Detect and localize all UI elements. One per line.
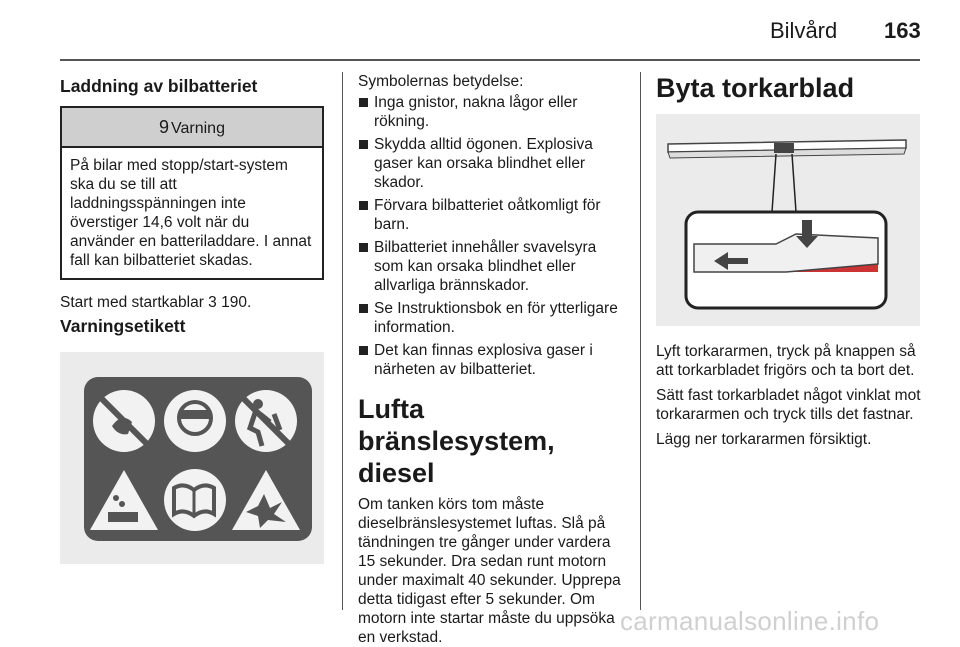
section-heading-wiper: Byta torkarblad: [656, 73, 855, 103]
list-item: Förvara bilbatteriet oåtkomligt för barn.: [358, 196, 626, 234]
warning-label-illustration: [60, 352, 324, 564]
wiper-step-3: Lägg ner torkararmen försiktigt.: [656, 431, 872, 448]
battery-warning-label-image: [60, 352, 324, 564]
column-left: [60, 72, 324, 564]
section-heading-warning-label: Varningsetikett: [60, 316, 186, 336]
list-item: Bilbatteriet innehåller svavelsyra som kan orsaka blindhet eller allvarliga brännskador.: [358, 238, 626, 295]
running-header-title: Bilvård: [770, 18, 838, 43]
jump-start-text: Start med startkablar: [60, 294, 204, 311]
section-heading-battery-charging: Laddning av bilbatteriet: [60, 76, 258, 96]
reference-arrow-icon: 3: [208, 294, 217, 311]
warning-triangle-icon: 9: [159, 117, 170, 137]
header-rule: [60, 59, 920, 61]
watermark: carmanualsonline.info: [620, 606, 880, 636]
warning-label: Varning: [171, 120, 225, 137]
jump-start-reference: [60, 293, 324, 312]
warning-header: [62, 108, 322, 148]
column-middle: [358, 72, 626, 647]
list-item: Skydda alltid ögonen. Explosiva gaser kan orsaka blindhet eller skador.: [358, 135, 626, 192]
column-rule-1: [342, 72, 343, 610]
section-heading-bleed-fuel: Lufta bränslesystem, diesel: [358, 394, 555, 488]
wiper-step-1: Lyft torkararmen, tryck på knappen så att torkarbladet frigörs och ta bort det.: [656, 343, 916, 379]
warning-box: [60, 106, 324, 280]
wiper-blade-image: [656, 114, 920, 326]
column-right: [656, 72, 922, 449]
wiper-illustration: [656, 114, 920, 326]
column-rule-2: [640, 72, 641, 610]
list-item: Se Instruktionsbok en för ytterligare information.: [358, 299, 626, 337]
list-item: Det kan finnas explosiva gaser i närheten av bilbatteriet.: [358, 341, 626, 379]
page-number: 163: [884, 18, 921, 43]
warning-text: På bilar med stopp/start-system ska du se till att laddningsspänningen inte överstiger 14,6 volt när du använder en batteriladdare. I annat fall kan bilbatteriet skadas.: [70, 157, 312, 269]
bleed-fuel-body: Om tanken körs tom måste dieselbränslesystemet luftas. Slå på tändningen tre gånger under vardera 15 sekunder. Dra sedan runt motorn under maximalt 40 sekunder. Upprepa detta tidigast efter 5 sekunder. Om motorn inte startar måste du uppsöka en verkstad.: [358, 496, 621, 646]
wiper-step-2: Sätt fast torkarbladet något vinklat mot torkararmen och tryck tills det fastnar.: [656, 387, 921, 423]
page-reference-link[interactable]: 190.: [221, 294, 252, 311]
symbols-list: [358, 93, 626, 379]
symbols-intro: Symbolernas betydelse:: [358, 73, 524, 90]
list-item: Inga gnistor, nakna lågor eller rökning.: [358, 93, 626, 131]
